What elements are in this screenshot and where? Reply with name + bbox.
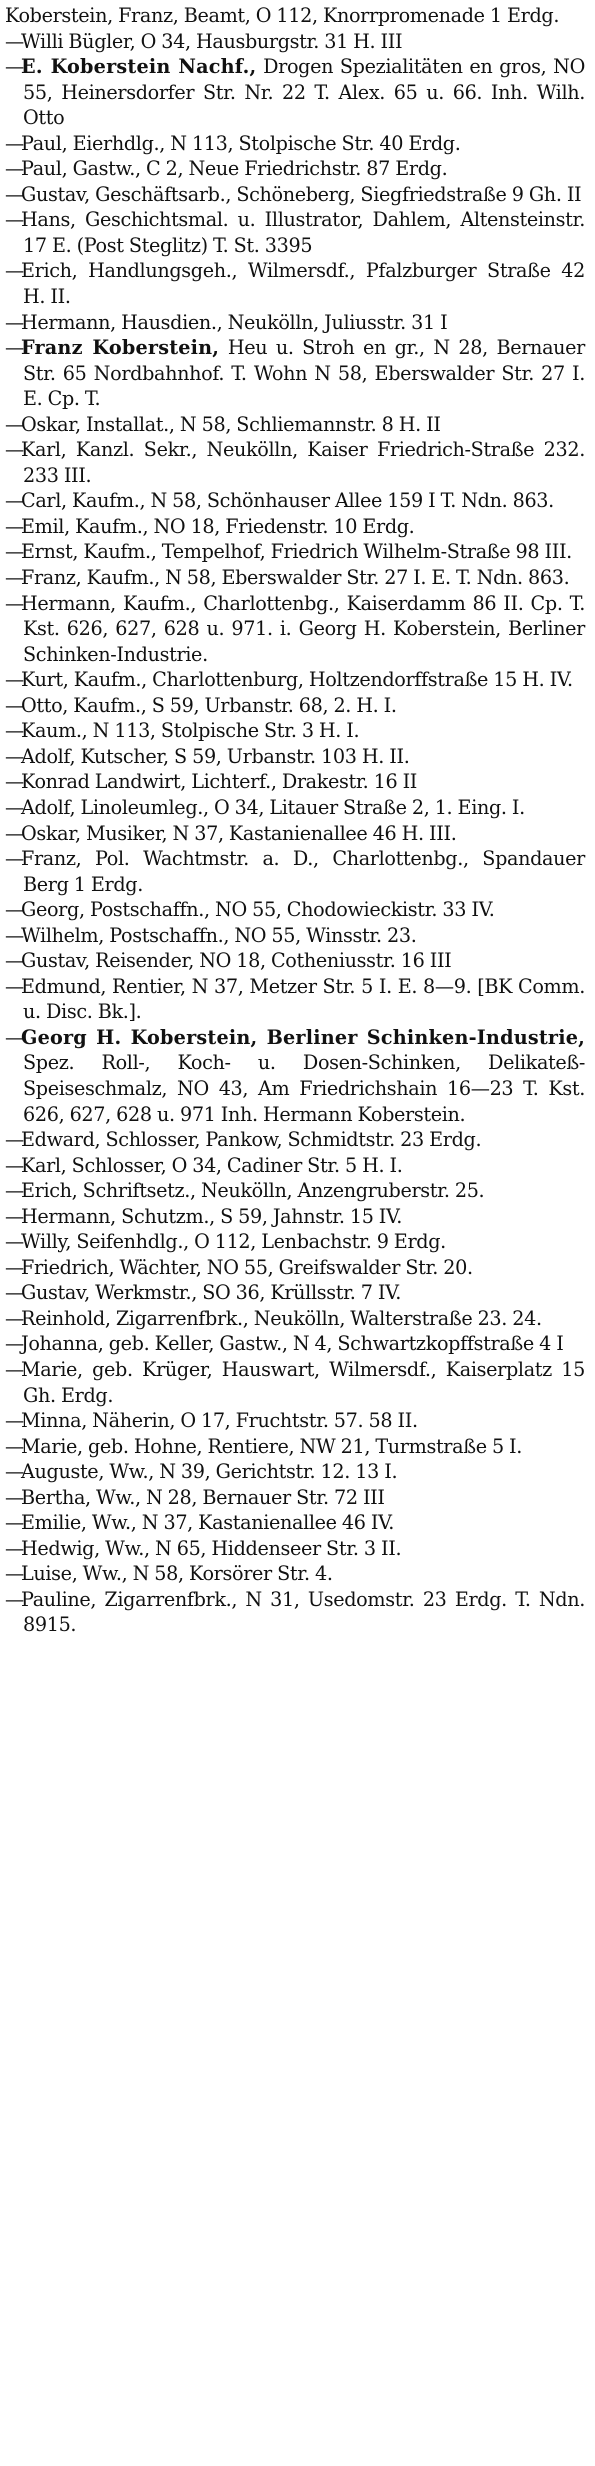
entry-text: Carl, Kaufm., N 58, Schönhauser Allee 159 I T. Ndn. 863. <box>21 489 554 513</box>
continuation-dash: — <box>5 157 24 181</box>
directory-entry <box>5 3 585 29</box>
continuation-dash: — <box>5 1153 24 1177</box>
entry-text: Auguste, Ww., N 39, Gerichtstr. 12. 13 I. <box>21 1460 398 1484</box>
entry-text: Heu u. Stroh en gr., N 28, Bernauer Str. 65 Nordbahnhof. T. Wohn N 58, Eberswalder Str. 27 I. E. Cp. T. <box>23 336 585 411</box>
directory-entry <box>5 335 585 412</box>
directory-entry <box>5 1255 585 1281</box>
continuation-dash: — <box>5 1562 24 1586</box>
continuation-dash: — <box>5 55 24 79</box>
directory-entry <box>5 1408 585 1434</box>
continuation-dash: — <box>5 949 24 973</box>
directory-entry <box>5 310 585 336</box>
directory-entry <box>5 1536 585 1562</box>
directory-entry <box>5 821 585 847</box>
continuation-dash: — <box>5 719 24 743</box>
directory-entry <box>5 1280 585 1306</box>
directory-entry <box>5 667 585 693</box>
entry-text: Oskar, Musiker, N 37, Kastanienallee 46 H. III. <box>21 821 457 845</box>
directory-entry <box>5 897 585 923</box>
directory-entry <box>5 1434 585 1460</box>
entry-text: Edmund, Rentier, N 37, Metzer Str. 5 I. E. 8—9. [BK Comm. u. Disc. Bk.]. <box>21 974 585 1024</box>
directory-entry <box>5 488 585 514</box>
directory-column <box>5 3 585 1638</box>
continuation-dash: — <box>5 795 24 819</box>
continuation-dash: — <box>5 1587 24 1611</box>
continuation-dash: — <box>5 847 24 871</box>
directory-entry <box>5 412 585 438</box>
entry-text: Edward, Schlosser, Pankow, Schmidtstr. 23 Erdg. <box>21 1128 482 1152</box>
continuation-dash: — <box>5 1230 24 1254</box>
directory-entry <box>5 29 585 55</box>
directory-entry <box>5 1306 585 1332</box>
entry-text: Karl, Kanzl. Sekr., Neukölln, Kaiser Friedrich-Straße 232. 233 III. <box>21 438 585 487</box>
continuation-dash: — <box>5 1536 24 1560</box>
continuation-dash: — <box>5 821 24 845</box>
directory-entry <box>5 1178 585 1204</box>
directory-entry <box>5 1459 585 1485</box>
directory-entry <box>5 1510 585 1536</box>
directory-entry <box>5 54 585 131</box>
continuation-dash: — <box>5 693 24 717</box>
continuation-dash: — <box>5 566 24 590</box>
entry-text: Willi Bügler, O 34, Hausburgstr. 31 H. III <box>21 29 403 53</box>
directory-entry <box>5 182 585 208</box>
entry-text: Kaum., N 113, Stolpische Str. 3 H. I. <box>21 719 360 743</box>
entry-text: Gustav, Werkmstr., SO 36, Krüllsstr. 7 IV. <box>21 1281 402 1305</box>
directory-entry <box>5 1587 585 1638</box>
entry-text: Franz, Pol. Wachtmstr. a. D., Charlottenbg., Spandauer Berg 1 Erdg. <box>21 847 585 896</box>
entry-text: Willy, Seifenhdlg., O 112, Lenbachstr. 9 Erdg. <box>21 1230 446 1254</box>
entry-text: Hermann, Kaufm., Charlottenbg., Kaiserdamm 86 II. Cp. T. Kst. 626, 627, 628 u. 971. i. Georg H. Koberstein, Berliner Schinken-Industrie. <box>21 591 585 666</box>
entry-text: Luise, Ww., N 58, Korsörer Str. 4. <box>21 1562 333 1586</box>
directory-entry <box>5 1153 585 1179</box>
continuation-dash: — <box>5 1128 24 1152</box>
continuation-dash: — <box>5 514 24 538</box>
entry-text: Johanna, geb. Keller, Gastw., N 4, Schwartzkopffstraße 4 I <box>21 1332 564 1356</box>
directory-entry <box>5 258 585 309</box>
continuation-dash: — <box>5 336 24 360</box>
entry-text: Spez. Roll-, Koch- u. Dosen-Schinken, Delikateß-Speiseschmalz, NO 43, Am Friedrichshain 16—23 T. Kst. 626, 627, 628 u. 971 Inh. Hermann Koberstein. <box>23 1051 585 1126</box>
directory-entry <box>5 1204 585 1230</box>
directory-entry <box>5 156 585 182</box>
entry-text: Marie, geb. Krüger, Hauswart, Wilmersdf., Kaiserplatz 15 Gh. Erdg. <box>21 1357 585 1407</box>
directory-entry <box>5 718 585 744</box>
entry-text: Paul, Gastw., C 2, Neue Friedrichstr. 87 Erdg. <box>21 157 448 181</box>
continuation-dash: — <box>5 259 24 283</box>
entry-text: Konrad Landwirt, Lichterf., Drakestr. 16 II <box>21 770 418 794</box>
entry-text: Gustav, Geschäftsarb., Schöneberg, Siegfriedstraße 9 Gh. II <box>21 182 582 206</box>
directory-entry <box>5 1127 585 1153</box>
directory-entry <box>5 693 585 719</box>
entry-text: Friedrich, Wächter, NO 55, Greifswalder Str. 20. <box>21 1255 473 1279</box>
continuation-dash: — <box>5 744 24 768</box>
directory-entry <box>5 437 585 488</box>
entry-text: Franz, Kaufm., N 58, Eberswalder Str. 27 I. E. T. Ndn. 863. <box>21 566 570 590</box>
entry-text: Karl, Schlosser, O 34, Cadiner Str. 5 H. I. <box>21 1153 403 1177</box>
continuation-dash: — <box>5 1025 24 1049</box>
firm-name: E. Koberstein Nachf., <box>21 55 257 79</box>
continuation-dash: — <box>5 591 24 615</box>
directory-entry <box>5 974 585 1025</box>
continuation-dash: — <box>5 540 24 564</box>
continuation-dash: — <box>5 1332 24 1356</box>
continuation-dash: — <box>5 182 24 206</box>
entry-text: Erich, Handlungsgeh., Wilmersdf., Pfalzburger Straße 42 H. II. <box>21 259 585 309</box>
entry-text: Wilhelm, Postschaffn., NO 55, Winsstr. 23. <box>21 923 417 947</box>
entry-text: Marie, geb. Hohne, Rentiere, NW 21, Turmstraße 5 I. <box>21 1434 523 1458</box>
directory-entry <box>5 591 585 668</box>
entry-text: Franz, Beamt, O 112, Knorrpromenade 1 Erdg. <box>112 4 560 27</box>
directory-entry <box>5 1025 585 1127</box>
continuation-dash: — <box>5 489 24 513</box>
entry-text: Hedwig, Ww., N 65, Hiddenseer Str. 3 II. <box>21 1536 402 1560</box>
continuation-dash: — <box>5 1409 24 1433</box>
entry-text: Hermann, Schutzm., S 59, Jahnstr. 15 IV. <box>21 1204 402 1228</box>
firm-name: Franz Koberstein, <box>21 336 220 360</box>
directory-entry <box>5 1331 585 1357</box>
directory-entry <box>5 131 585 157</box>
continuation-dash: — <box>5 438 24 462</box>
entry-text: Oskar, Installat., N 58, Schliemannstr. 8 H. II <box>21 412 441 436</box>
entry-text: Reinhold, Zigarrenfbrk., Neukölln, Walterstraße 23. 24. <box>21 1306 542 1330</box>
entry-text: Emilie, Ww., N 37, Kastanienallee 46 IV. <box>21 1511 395 1535</box>
entry-text: Paul, Eierhdlg., N 113, Stolpische Str. 40 Erdg. <box>21 131 461 155</box>
entry-text: Gustav, Reisender, NO 18, Cotheniusstr. 16 III <box>21 949 452 973</box>
entry-text: Erich, Schriftsetz., Neukölln, Anzengruberstr. 25. <box>21 1179 485 1203</box>
continuation-dash: — <box>5 29 24 53</box>
entry-text: Hermann, Hausdien., Neukölln, Juliusstr. 31 I <box>21 310 448 334</box>
continuation-dash: — <box>5 1511 24 1535</box>
continuation-dash: — <box>5 131 24 155</box>
continuation-dash: — <box>5 1460 24 1484</box>
firm-name: Georg H. Koberstein, Berliner Schinken-Industrie, <box>21 1025 585 1049</box>
directory-entry <box>5 948 585 974</box>
directory-entry <box>5 514 585 540</box>
entry-text: Adolf, Kutscher, S 59, Urbanstr. 103 H. II. <box>21 744 410 768</box>
continuation-dash: — <box>5 770 24 794</box>
entry-text: Bertha, Ww., N 28, Bernauer Str. 72 III <box>21 1485 385 1509</box>
continuation-dash: — <box>5 208 24 232</box>
continuation-dash: — <box>5 412 24 436</box>
continuation-dash: — <box>5 1204 24 1228</box>
directory-entry <box>5 1229 585 1255</box>
directory-entry <box>5 565 585 591</box>
entry-text: Emil, Kaufm., NO 18, Friedenstr. 10 Erdg. <box>21 514 415 538</box>
directory-entry <box>5 207 585 258</box>
entry-text: Minna, Näherin, O 17, Fruchtstr. 57. 58 II. <box>21 1409 418 1433</box>
entry-text: Kurt, Kaufm., Charlottenburg, Holtzendorffstraße 15 H. IV. <box>21 668 573 692</box>
entry-text: Adolf, Linoleumleg., O 34, Litauer Straße 2, 1. Eing. I. <box>21 795 525 819</box>
continuation-dash: — <box>5 668 24 692</box>
directory-entry <box>5 1357 585 1408</box>
continuation-dash: — <box>5 1357 24 1381</box>
entry-text: Otto, Kaufm., S 59, Urbanstr. 68, 2. H. I. <box>21 693 397 717</box>
continuation-dash: — <box>5 1255 24 1279</box>
continuation-dash: — <box>5 923 24 947</box>
directory-entry <box>5 744 585 770</box>
directory-entry <box>5 1485 585 1511</box>
continuation-dash: — <box>5 310 24 334</box>
surname-heading: Koberstein, <box>5 4 113 27</box>
continuation-dash: — <box>5 1306 24 1330</box>
directory-entry <box>5 769 585 795</box>
continuation-dash: — <box>5 1485 24 1509</box>
directory-entry <box>5 539 585 565</box>
continuation-dash: — <box>5 974 24 998</box>
continuation-dash: — <box>5 1179 24 1203</box>
continuation-dash: — <box>5 1434 24 1458</box>
continuation-dash: — <box>5 1281 24 1305</box>
entry-text: Hans, Geschichtsmal. u. Illustrator, Dahlem, Altensteinstr. 17 E. (Post Steglitz) T. St. 3395 <box>21 208 585 257</box>
continuation-dash: — <box>5 898 24 922</box>
directory-entry <box>5 923 585 949</box>
directory-entry <box>5 1561 585 1587</box>
entry-text: Ernst, Kaufm., Tempelhof, Friedrich Wilhelm-Straße 98 III. <box>21 540 572 564</box>
directory-entry <box>5 846 585 897</box>
entry-text: Drogen Spezialitäten en gros, NO 55, Heinersdorfer Str. Nr. 22 T. Alex. 65 u. 66. Inh. Wilh. Otto <box>23 55 585 130</box>
entry-text: Pauline, Zigarrenfbrk., N 31, Usedomstr. 23 Erdg. T. Ndn. 8915. <box>21 1587 585 1637</box>
directory-entry <box>5 795 585 821</box>
entry-text: Georg, Postschaffn., NO 55, Chodowieckistr. 33 IV. <box>21 898 495 922</box>
